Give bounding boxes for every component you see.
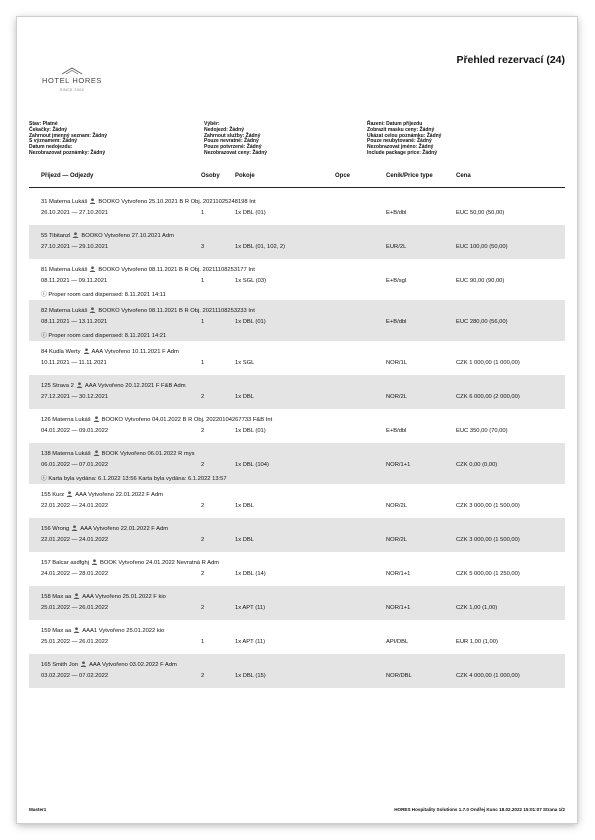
reservation-guest: 159 Max aa [41, 628, 72, 634]
filter-item: Nezobrazovat jméno: Žádný [367, 144, 434, 151]
reservation-guest: 81 Materna Lukáš [41, 267, 88, 273]
reservation-dates: 22.01.2022 — 24.01.2022 [41, 503, 109, 509]
person-icon [76, 382, 83, 388]
reservation-price: CZK 1 000,00 (1 000,00) [456, 360, 520, 366]
reservation-details: BOOKO Vytvořeno 25.10.2021 B R Obj. 20211025248198 Int [98, 199, 256, 205]
filter-item: Nedojezd: Žádný [204, 126, 245, 133]
reservation-rate: EUR/2L [386, 244, 407, 250]
reservation-summary [41, 266, 255, 273]
reservation-details: AAA1 Vytvořeno 25.01.2022 kio [82, 628, 165, 634]
header-rooms: Pokoje [235, 173, 255, 179]
reservation-price: CZK 3 000,00 (1 500,00) [456, 537, 520, 543]
reservation-rooms: 1x DBL [235, 394, 255, 400]
reservation-rate: NOR/2L [386, 537, 407, 543]
reservation-rate: NOR/2L [386, 503, 407, 509]
reservation-persons: 1 [201, 360, 205, 366]
reservation-guest: 84 Kudla Werty [41, 349, 81, 355]
reservation-rooms: 1x DBL (14) [235, 571, 266, 577]
reservation-details: AAA Vytvořeno 22.01.2022 F Adm [75, 492, 163, 498]
filter-item: Nezobrazovat poznámky: Žádný [29, 149, 106, 156]
reservation-details: AAA Vytvořeno 20.12.2021 F F&B Adm [84, 383, 186, 389]
reservation-guest: 158 Max aa [41, 594, 72, 600]
reservation-rate: E+B/dbl [386, 319, 407, 325]
reservation-price: EUC 90,00 (90,00) [456, 278, 505, 284]
reservation-summary [41, 382, 186, 389]
reservation-details: AAA Vytvořeno 03.02.2022 F Adm [89, 662, 177, 668]
reservation-rate: E+B/dbl [386, 210, 407, 216]
reservation-dates: 27.12.2021 — 30.12.2021 [41, 394, 109, 400]
person-icon [80, 661, 87, 667]
reservation-summary [41, 232, 174, 239]
reservation-summary [41, 307, 255, 314]
reservation-price: CZK 4 000,00 (1 000,00) [456, 673, 520, 679]
reservation-persons: 1 [201, 278, 205, 284]
header-price: Cena [456, 173, 471, 179]
person-icon [71, 525, 78, 531]
person-icon [89, 198, 96, 204]
reservation-persons: 2 [201, 394, 205, 400]
reservation-guest: 155 Kurz [41, 492, 65, 498]
person-icon [89, 266, 96, 272]
reservation-persons: 2 [201, 537, 205, 543]
reservation-details: AAA Vytvořeno 25.01.2022 F kio [82, 594, 166, 600]
reservation-rate: NOR/1+1 [386, 462, 411, 468]
reservation-price: EUC 280,00 (56,00) [456, 319, 508, 325]
reservation-guest: 125 Strava 2 [41, 383, 74, 389]
reservation-summary [41, 525, 168, 532]
footer-right: HORES Hospitality Solutions 1.7.0 Ondřej Kunc 18.02.2022 15:01:07 Strana 1/2 [394, 807, 565, 812]
header-rate: Ceník/Price type [386, 173, 433, 179]
reservation-dates: 06.01.2022 — 07.01.2022 [41, 462, 109, 468]
filter-item: Ukázat celou poznámku: Žádný [367, 132, 442, 139]
reservation-dates: 03.02.2022 — 07.02.2022 [41, 673, 109, 679]
reservation-details: BOOKO Vytvořeno 27.10.2021 Adm [81, 233, 174, 239]
filter-item: Stav: Platné [29, 121, 58, 127]
reservation-details: BOOKO Vytvořeno 04.01.2022 B R Obj. 20220104267733 F&B Int [101, 417, 273, 423]
filter-item: S významem: Žádný [29, 138, 78, 145]
person-icon [93, 416, 100, 422]
reservation-guest: 82 Materna Lukáš [41, 308, 88, 314]
reservation-price: CZK 6 000,00 (2 000,00) [456, 394, 520, 400]
reservation-dates: 25.01.2022 — 26.01.2022 [41, 605, 109, 611]
reservation-persons: 2 [201, 673, 205, 679]
reservation-rate: NOR/1L [386, 360, 407, 366]
reservation-persons: 2 [201, 571, 205, 577]
reservation-rooms: 1x DBL [235, 537, 255, 543]
filter-item: Pouze neubytované: Žádný [367, 138, 432, 145]
reservation-persons: 1 [201, 319, 205, 325]
reservation-rooms: 1x APT (11) [235, 639, 266, 645]
filter-item: Čekačky: Žádný [29, 126, 68, 133]
table-row [29, 654, 565, 688]
reservation-persons: 1 [201, 639, 205, 645]
reservation-summary [41, 416, 272, 423]
table-row [29, 552, 565, 586]
reservation-rate: NOR/2L [386, 394, 407, 400]
filter-item: Zahrnout jmenný seznam: Žádný [29, 132, 108, 139]
reservation-price: EUC 100,00 (50,00) [456, 244, 508, 250]
table-row [29, 484, 565, 518]
reservation-persons: 2 [201, 428, 205, 434]
reservation-guest: 138 Materna Lukáš [41, 451, 91, 457]
reservation-details: BOOKO Vytvořeno 08.11.2021 B R Obj. 20211108253233 Int [98, 308, 255, 314]
reservation-price: CZK 5 000,00 (1 250,00) [456, 571, 520, 577]
table-row [29, 191, 565, 225]
reservation-price: EUC 50,00 (50,00) [456, 210, 505, 216]
table-row [29, 620, 565, 654]
reservation-rooms: 1x DBL [235, 503, 255, 509]
filter-item: Řazení: Datum příjezdu [367, 121, 423, 127]
table-row [29, 259, 565, 300]
reservation-rate: NOR/1+1 [386, 605, 411, 611]
reservation-rooms: 1x DBL (01) [235, 319, 266, 325]
reservation-guest: 126 Materna Lukáš [41, 417, 91, 423]
reservation-rate: API/DBL [386, 639, 409, 645]
reservation-dates: 25.01.2022 — 26.01.2022 [41, 639, 109, 645]
reservation-dates: 27.10.2021 — 29.10.2021 [41, 244, 109, 250]
reservation-persons: 1 [201, 210, 205, 216]
reservation-details: BOOKO Vytvořeno 08.11.2021 B R Obj. 20211108253177 Int [98, 267, 255, 273]
table-row [29, 341, 565, 375]
reservation-summary [41, 661, 177, 668]
reservation-rooms: 1x APT (11) [235, 605, 266, 611]
reservation-rooms: 1x SGL (03) [235, 278, 267, 284]
person-icon [73, 593, 80, 599]
reservation-summary [41, 491, 163, 498]
report-page [17, 17, 577, 823]
table-row [29, 518, 565, 552]
reservation-summary [41, 348, 179, 355]
logo-subtext: SINCE 2000 [59, 88, 85, 92]
reservation-price: CZK 3 000,00 (1 500,00) [456, 503, 520, 509]
reservation-price: EUR 1,00 (1,00) [456, 639, 498, 645]
reservation-persons: 3 [201, 244, 205, 250]
reservation-guest: 31 Materna Lukáš [41, 199, 88, 205]
reservation-price: CZK 0,00 (0,00) [456, 462, 498, 468]
table-row [29, 443, 565, 484]
reservation-list [29, 191, 565, 688]
filter-column-1 [29, 122, 107, 157]
filter-column-2 [204, 122, 267, 157]
reservation-guest: 156 Wrong [41, 526, 70, 532]
roof-logo-icon [61, 67, 83, 75]
reservation-dates: 04.01.2022 — 09.01.2022 [41, 428, 109, 434]
filter-item: Include package price: Žádný [367, 149, 438, 156]
person-icon [73, 627, 80, 633]
table-row [29, 586, 565, 620]
reservation-details: AAA Vytvořeno 10.11.2021 F Adm [91, 349, 179, 355]
table-row [29, 225, 565, 259]
reservation-rooms: 1x DBL (15) [235, 673, 266, 679]
reservation-price: EUC 350,00 (70,00) [456, 428, 508, 434]
reservation-dates: 08.11.2021 — 13.11.2021 [41, 319, 108, 325]
reservation-rate: E+B/sgl [386, 278, 407, 284]
filter-item: Zobrazit masku ceny: Žádný [367, 126, 435, 133]
logo-text: HOTEL HORES [41, 76, 103, 85]
reservation-details: AAA Vytvořeno 22.01.2022 F Adm [80, 526, 169, 532]
person-icon [89, 307, 96, 313]
reservation-rate: NOR/1+1 [386, 571, 411, 577]
person-icon [93, 450, 100, 456]
table-row [29, 409, 565, 443]
header-options: Opce [335, 173, 351, 179]
reservation-rate: E+B/dbl [386, 428, 407, 434]
filter-item: Pouze potvrzené: Žádný [204, 144, 262, 151]
reservation-dates: 22.01.2022 — 24.01.2022 [41, 537, 109, 543]
hotel-logo [37, 67, 107, 92]
reservation-rooms: 1x SGL [235, 360, 255, 366]
reservation-dates: 24.01.2022 — 28.01.2022 [41, 571, 109, 577]
reservation-persons: 2 [201, 462, 205, 468]
person-icon [83, 348, 90, 354]
reservation-guest: 165 Smith Jon [41, 662, 79, 668]
filter-item: Zahrnout služby: Žádný [204, 132, 261, 139]
person-icon [72, 232, 79, 238]
reservation-guest: 157 Balcar asdfghj [41, 560, 90, 566]
reservation-note: ⓘ Proper room card dispensed: 8.11.2021 14:11 [41, 292, 166, 298]
reservation-persons: 2 [201, 503, 205, 509]
table-row [29, 375, 565, 409]
reservation-summary [41, 450, 195, 457]
reservation-persons: 2 [201, 605, 205, 611]
reservation-dates: 26.10.2021 — 27.10.2021 [41, 210, 109, 216]
filter-column-3 [367, 122, 441, 157]
reservation-dates: 08.11.2021 — 09.11.2021 [41, 278, 108, 284]
filter-item: Datum nedojezdu: [29, 144, 73, 151]
reservation-summary [41, 559, 219, 566]
reservation-summary [41, 627, 164, 634]
reservation-note: ⓘ Karta byla vydána: 6.1.2022 13:56 Karta byla vydána: 6.1.2022 13:57 [41, 476, 227, 482]
filter-item: Pouze nevratné: Žádný [204, 138, 259, 145]
reservation-rooms: 1x DBL (104) [235, 462, 269, 468]
reservation-rooms: 1x DBL (01) [235, 428, 266, 434]
reservation-guest: 55 Tibitanzl [41, 233, 71, 239]
reservation-summary [41, 198, 256, 205]
reservation-rooms: 1x DBL (01) [235, 210, 266, 216]
footer-left: Master1 [29, 807, 47, 812]
table-row [29, 300, 565, 341]
reservation-price: CZK 1,00 (1,00) [456, 605, 498, 611]
reservation-details: BOOK Vytvořeno 24.01.2022 Nevratná R Adm [100, 560, 220, 566]
person-icon [91, 559, 98, 565]
report-title: Přehled rezervací (24) [456, 54, 565, 66]
filter-item: Nezobrazovat ceny: Žádný [204, 149, 268, 156]
reservation-note: ⓘ Proper room card dispensed: 8.11.2021 14:21 [41, 333, 167, 339]
table-header [29, 173, 565, 188]
reservation-rooms: 1x DBL (01, 102, 2) [235, 244, 286, 250]
header-persons: Osoby [201, 173, 220, 179]
filter-item: Výběr: [204, 121, 220, 127]
person-icon [66, 491, 73, 497]
header-dates: Příjezd — Odjezdy [41, 173, 94, 179]
reservation-dates: 10.11.2021 — 11.11.2021 [41, 360, 107, 366]
reservation-rate: NOR/DBL [386, 673, 412, 679]
reservation-summary [41, 593, 166, 600]
reservation-details: BOOK Vytvořeno 06.01.2022 R mys [101, 451, 195, 457]
